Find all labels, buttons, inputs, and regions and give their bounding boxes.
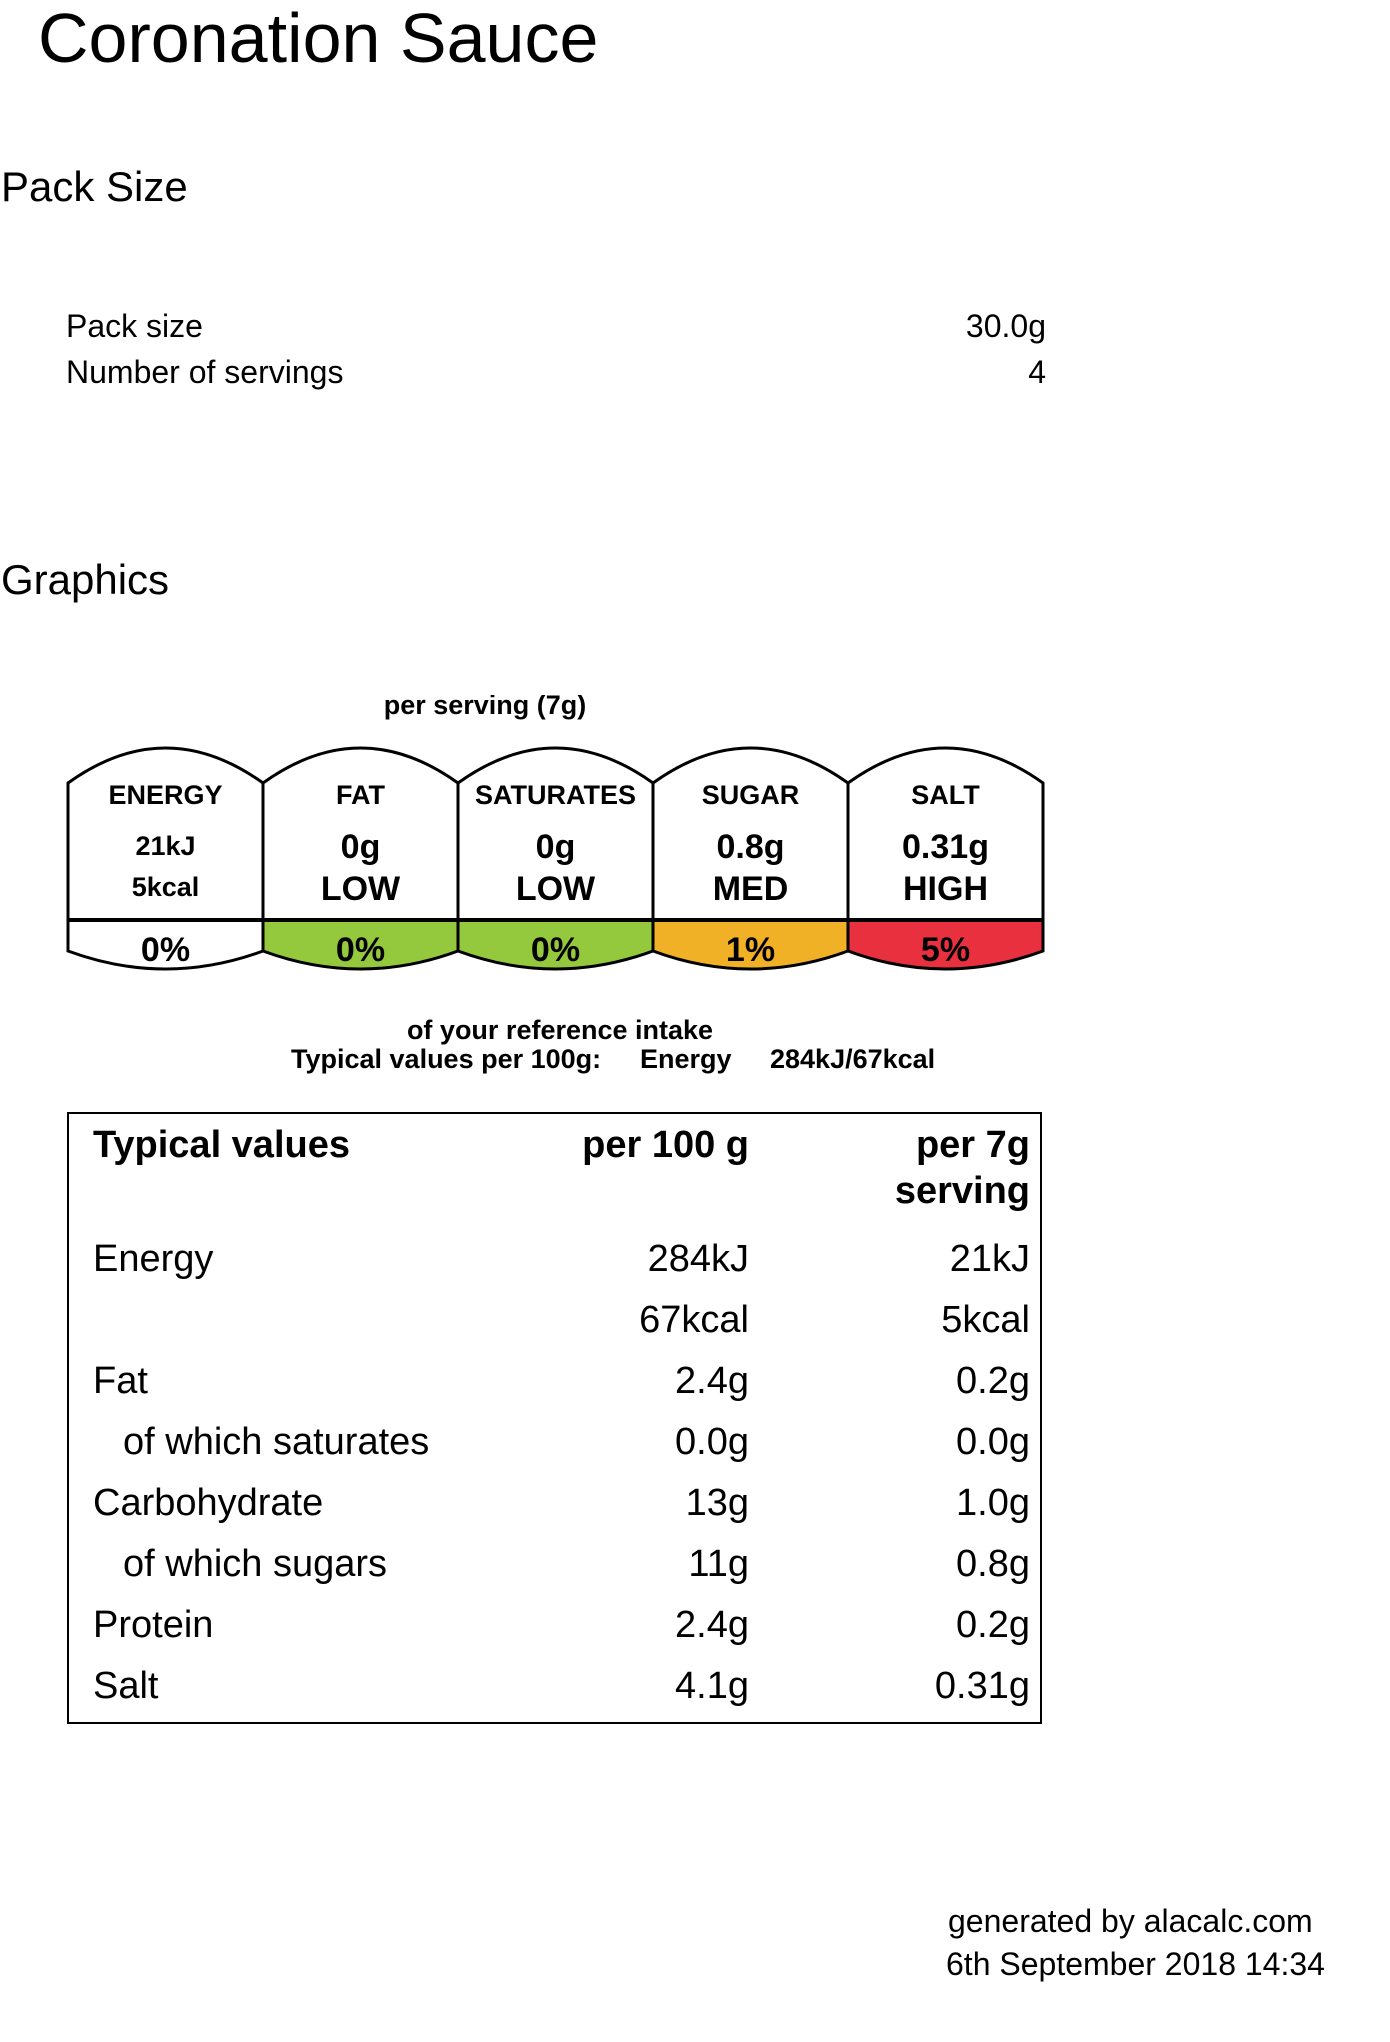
nutrient-per-100g: 2.4g <box>675 1604 749 1646</box>
typical-energy-value: 284kJ/67kcal <box>770 1044 936 1074</box>
label-segment-energy <box>68 748 263 969</box>
segment-amount: 0.31g <box>902 828 989 866</box>
segment-name: SATURATES <box>475 780 636 810</box>
segment-amount: 0g <box>340 828 381 866</box>
nutrient-per-100g: 284kJ <box>647 1238 749 1280</box>
nutrient-per-100g: 4.1g <box>675 1665 749 1707</box>
nutrient-per-100g: 0.0g <box>675 1421 749 1463</box>
label-segment-sugar <box>653 748 848 969</box>
nutrient-per-100g: 2.4g <box>675 1360 749 1402</box>
footer-timestamp: 6th September 2018 14:34 <box>946 1946 1325 1982</box>
traffic-light-label <box>60 695 1050 1085</box>
servings-value: 4 <box>1028 354 1046 390</box>
pack-size-value: 30.0g <box>965 308 1046 344</box>
segment-name: ENERGY <box>108 780 223 810</box>
col-header-typical-values: Typical values <box>93 1124 350 1166</box>
nutrient-per-serving: 0.2g <box>956 1604 1030 1646</box>
nutrient-per-serving: 0.0g <box>956 1421 1030 1463</box>
segment-amount: 21kJ <box>135 831 196 861</box>
label-segment-salt <box>848 748 1043 969</box>
segment-level: 5kcal <box>131 872 200 902</box>
nutrient-per-serving: 0.2g <box>956 1360 1030 1402</box>
col-header-serving: serving <box>894 1170 1030 1212</box>
nutrient-per-serving: 0.8g <box>956 1543 1030 1585</box>
segment-amount: 0g <box>535 828 576 866</box>
nutrient-name: Carbohydrate <box>93 1482 324 1524</box>
segment-level: LOW <box>320 870 401 908</box>
label-segment-fat <box>263 748 458 969</box>
segment-name: SALT <box>911 780 980 810</box>
col-header-per-serving: per 7g <box>915 1124 1030 1166</box>
servings-label: Number of servings <box>66 354 344 390</box>
segment-level: MED <box>712 870 789 908</box>
segment-name: FAT <box>336 780 385 810</box>
footer-generated-by: generated by alacalc.com <box>948 1903 1313 1939</box>
col-header-per-100g: per 100 g <box>582 1124 749 1166</box>
nutrient-name: of which sugars <box>123 1543 388 1585</box>
nutrient-name: Energy <box>93 1238 214 1280</box>
nutrient-per-serving: 0.31g <box>934 1665 1030 1707</box>
nutrition-table <box>67 1112 1042 1724</box>
page-title: Coronation Sauce <box>38 0 599 77</box>
nutrient-per-100g: 11g <box>688 1543 749 1585</box>
reference-intake-text: of your reference intake <box>406 1015 714 1045</box>
per-serving-text: per serving (7g) <box>383 695 587 720</box>
nutrient-per-serving: 21kJ <box>949 1238 1030 1280</box>
nutrient-name: Fat <box>93 1360 148 1402</box>
segment-percent: 0% <box>140 931 191 969</box>
typical-values-label: Typical values per 100g: <box>291 1044 602 1074</box>
segment-percent: 0% <box>335 931 386 969</box>
segment-name: SUGAR <box>701 780 800 810</box>
pack-size-heading: Pack Size <box>1 163 188 210</box>
nutrient-name: Protein <box>93 1604 214 1646</box>
nutrient-name: of which saturates <box>123 1421 430 1463</box>
segment-percent: 0% <box>530 931 581 969</box>
segment-percent: 1% <box>725 931 776 969</box>
graphics-heading: Graphics <box>1 556 170 603</box>
nutrient-per-serving: 5kcal <box>941 1299 1030 1341</box>
nutrient-name: Salt <box>93 1665 159 1707</box>
nutrient-per-100g: 13g <box>685 1482 749 1524</box>
segment-level: LOW <box>515 870 596 908</box>
nutrient-per-serving: 1.0g <box>956 1482 1030 1524</box>
nutrient-per-100g: 67kcal <box>639 1299 749 1341</box>
label-segment-saturates <box>458 748 653 969</box>
segment-level: HIGH <box>903 870 988 908</box>
pack-size-label: Pack size <box>66 308 203 344</box>
typical-energy-label: Energy <box>640 1044 732 1074</box>
segment-percent: 5% <box>920 931 971 969</box>
segment-amount: 0.8g <box>716 828 785 866</box>
